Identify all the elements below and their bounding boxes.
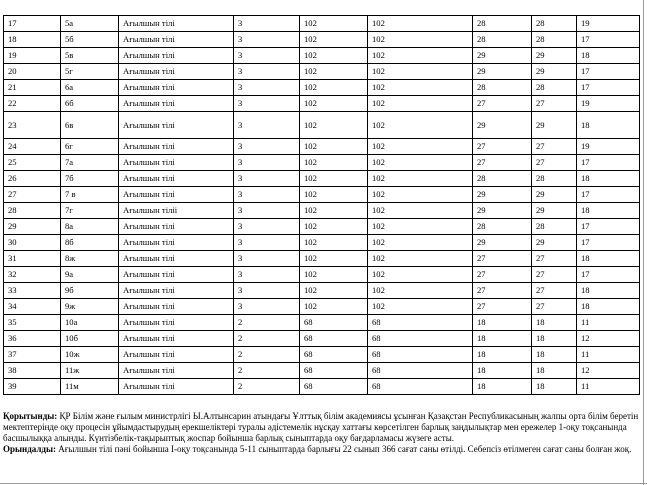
weekly-hours-cell: 3 (234, 32, 300, 48)
column-9-cell: 17 (577, 80, 640, 96)
column-9-cell: 17 (577, 155, 640, 171)
planned-hours-cell: 102 (300, 203, 368, 219)
column-7-cell: 28 (473, 16, 532, 32)
column-8-cell: 18 (532, 379, 577, 395)
weekly-hours-cell: 2 (234, 315, 300, 331)
subject-cell: Ағылшын тілі (119, 267, 234, 283)
column-7-cell: 27 (473, 283, 532, 299)
column-9-cell: 17 (577, 267, 640, 283)
subject-cell: Ағылшын тілі (119, 379, 234, 395)
class-cell: 5б (61, 32, 119, 48)
table-row (4, 80, 640, 96)
table-row (4, 379, 640, 395)
column-8-cell: 27 (532, 96, 577, 112)
column-7-cell: 18 (473, 315, 532, 331)
class-cell: 7б (61, 171, 119, 187)
column-9-cell: 18 (577, 251, 640, 267)
column-8-cell: 27 (532, 283, 577, 299)
planned-hours-cell: 102 (300, 283, 368, 299)
class-cell: 5г (61, 64, 119, 80)
planned-hours-cell: 102 (300, 251, 368, 267)
column-8-cell: 29 (532, 235, 577, 251)
planned-hours-cell: 102 (300, 96, 368, 112)
subject-cell: Ағылшын тілі (119, 315, 234, 331)
row-number-cell: 39 (4, 379, 61, 395)
actual-hours-cell: 102 (368, 112, 473, 139)
row-number-cell: 18 (4, 32, 61, 48)
subject-cell: Ағылшын тілі (119, 32, 234, 48)
column-8-cell: 18 (532, 363, 577, 379)
column-8-cell: 29 (532, 64, 577, 80)
column-8-cell: 28 (532, 16, 577, 32)
row-number-cell: 29 (4, 219, 61, 235)
actual-hours-cell: 68 (368, 379, 473, 395)
subject-cell: Ағылшын тілі (119, 299, 234, 315)
row-number-cell: 25 (4, 155, 61, 171)
column-9-cell: 19 (577, 16, 640, 32)
class-cell: 9ж (61, 299, 119, 315)
column-8-cell: 18 (532, 315, 577, 331)
conclusion-paragraph (3, 411, 643, 444)
subject-cell: Ағылшын тілі (119, 363, 234, 379)
weekly-hours-cell: 3 (234, 80, 300, 96)
table-row (4, 283, 640, 299)
weekly-hours-cell: 3 (234, 187, 300, 203)
class-cell: 9б (61, 283, 119, 299)
column-9-cell: 17 (577, 235, 640, 251)
table-row (4, 267, 640, 283)
subject-cell: Ағылшын тілі (119, 139, 234, 155)
column-7-cell: 29 (473, 187, 532, 203)
class-cell: 6б (61, 96, 119, 112)
subject-cell: Ағылшын тілі (119, 187, 234, 203)
subject-cell: Ағылшын тілі (119, 48, 234, 64)
column-9-cell: 11 (577, 315, 640, 331)
row-number-cell: 22 (4, 96, 61, 112)
actual-hours-cell: 68 (368, 347, 473, 363)
actual-hours-cell: 68 (368, 315, 473, 331)
row-number-cell: 37 (4, 347, 61, 363)
row-number-cell: 24 (4, 139, 61, 155)
weekly-hours-cell: 3 (234, 267, 300, 283)
column-7-cell: 29 (473, 235, 532, 251)
row-number-cell: 30 (4, 235, 61, 251)
actual-hours-cell: 68 (368, 363, 473, 379)
subject-cell: Ағылшын тілі (119, 155, 234, 171)
table-row (4, 64, 640, 80)
column-8-cell: 27 (532, 299, 577, 315)
column-9-cell: 18 (577, 283, 640, 299)
weekly-hours-cell: 3 (234, 283, 300, 299)
subject-cell: Ағылшын тілii (119, 203, 234, 219)
column-8-cell: 29 (532, 187, 577, 203)
row-number-cell: 33 (4, 283, 61, 299)
class-cell: 6г (61, 139, 119, 155)
column-9-cell: 12 (577, 331, 640, 347)
column-8-cell: 28 (532, 219, 577, 235)
hours-report-table (3, 15, 640, 395)
page-border-bottom (0, 483, 647, 484)
weekly-hours-cell: 2 (234, 347, 300, 363)
column-8-cell: 27 (532, 267, 577, 283)
table-row (4, 203, 640, 219)
column-8-cell: 28 (532, 80, 577, 96)
table-row (4, 155, 640, 171)
actual-hours-cell: 102 (368, 96, 473, 112)
weekly-hours-cell: 2 (234, 379, 300, 395)
planned-hours-cell: 68 (300, 315, 368, 331)
planned-hours-cell: 68 (300, 363, 368, 379)
column-7-cell: 28 (473, 219, 532, 235)
actual-hours-cell: 102 (368, 187, 473, 203)
row-number-cell: 32 (4, 267, 61, 283)
row-number-cell: 35 (4, 315, 61, 331)
table-row (4, 299, 640, 315)
table-body (4, 16, 640, 395)
class-cell: 6а (61, 80, 119, 96)
planned-hours-cell: 102 (300, 235, 368, 251)
planned-hours-cell: 102 (300, 267, 368, 283)
planned-hours-cell: 102 (300, 139, 368, 155)
column-9-cell: 11 (577, 347, 640, 363)
actual-hours-cell: 102 (368, 235, 473, 251)
actual-hours-cell: 102 (368, 203, 473, 219)
actual-hours-cell: 102 (368, 48, 473, 64)
class-cell: 10ж (61, 347, 119, 363)
actual-hours-cell: 102 (368, 219, 473, 235)
planned-hours-cell: 102 (300, 299, 368, 315)
row-number-cell: 38 (4, 363, 61, 379)
table-row (4, 347, 640, 363)
column-7-cell: 18 (473, 363, 532, 379)
table-row (4, 139, 640, 155)
subject-cell: Ағылшын тілі (119, 347, 234, 363)
table-row (4, 187, 640, 203)
row-number-cell: 20 (4, 64, 61, 80)
actual-hours-cell: 102 (368, 32, 473, 48)
planned-hours-cell: 102 (300, 80, 368, 96)
weekly-hours-cell: 3 (234, 299, 300, 315)
planned-hours-cell: 102 (300, 112, 368, 139)
subject-cell: Ағылшын тілі (119, 235, 234, 251)
column-8-cell: 27 (532, 251, 577, 267)
table-row (4, 16, 640, 32)
table-row (4, 251, 640, 267)
planned-hours-cell: 102 (300, 48, 368, 64)
column-9-cell: 17 (577, 187, 640, 203)
class-cell: 8б (61, 235, 119, 251)
column-9-cell: 17 (577, 32, 640, 48)
weekly-hours-cell: 3 (234, 16, 300, 32)
class-cell: 5в (61, 48, 119, 64)
subject-cell: Ағылшын тілі (119, 171, 234, 187)
conclusion-text: ҚР Білім және ғылым министрлігі Ы.Алтынсарин атындағы Ұлттық білім академиясы ұсынған Қазақстан Республикасының жалпы орта білім беретін мектептерінде оқу процесін ұйымдастырудың ерекшеліктері туралы әдістемелік нұсқау хаттағы көрсетілген барлық заңдылықтар мен ережелер 1-оқу тоқсанында басшылыққа алынды. Күнтізбелік-тақырыптық жоспар бойынша барлық сыныптарда оқу бағдарламасы жүзеге асты. (3, 411, 639, 443)
actual-hours-cell: 68 (368, 331, 473, 347)
row-number-cell: 19 (4, 48, 61, 64)
column-7-cell: 27 (473, 267, 532, 283)
column-9-cell: 18 (577, 112, 640, 139)
planned-hours-cell: 102 (300, 64, 368, 80)
weekly-hours-cell: 2 (234, 363, 300, 379)
table-row (4, 219, 640, 235)
actual-hours-cell: 102 (368, 80, 473, 96)
column-7-cell: 27 (473, 299, 532, 315)
actual-hours-cell: 102 (368, 267, 473, 283)
weekly-hours-cell: 3 (234, 96, 300, 112)
planned-hours-cell: 102 (300, 32, 368, 48)
actual-hours-cell: 102 (368, 16, 473, 32)
completion-paragraph (3, 444, 643, 455)
row-number-cell: 34 (4, 299, 61, 315)
row-number-cell: 17 (4, 16, 61, 32)
subject-cell: Ағылшын тілі (119, 251, 234, 267)
weekly-hours-cell: 3 (234, 155, 300, 171)
planned-hours-cell: 102 (300, 155, 368, 171)
weekly-hours-cell: 3 (234, 219, 300, 235)
column-7-cell: 18 (473, 379, 532, 395)
subject-cell: Ағылшын тілі (119, 283, 234, 299)
class-cell: 7г (61, 203, 119, 219)
column-7-cell: 27 (473, 155, 532, 171)
column-9-cell: 17 (577, 64, 640, 80)
column-7-cell: 28 (473, 171, 532, 187)
planned-hours-cell: 102 (300, 171, 368, 187)
report-footer (3, 411, 643, 455)
weekly-hours-cell: 3 (234, 203, 300, 219)
column-8-cell: 18 (532, 347, 577, 363)
subject-cell: Ағылшын тілі (119, 112, 234, 139)
actual-hours-cell: 102 (368, 283, 473, 299)
subject-cell: Ағылшын тілі (119, 331, 234, 347)
actual-hours-cell: 102 (368, 171, 473, 187)
subject-cell: Ағылшын тілі (119, 16, 234, 32)
row-number-cell: 36 (4, 331, 61, 347)
column-8-cell: 29 (532, 203, 577, 219)
row-number-cell: 23 (4, 112, 61, 139)
column-9-cell: 18 (577, 203, 640, 219)
completion-text: Ағылшын тілі пәні бойынша І-оқу тоқсанында 5-11 сыныптарда барлығы 22 сынып 366 сағат саны өтілді. Себепсіз өтілмеген сағат саны болған жоқ. (58, 444, 632, 454)
column-8-cell: 28 (532, 32, 577, 48)
column-7-cell: 28 (473, 32, 532, 48)
weekly-hours-cell: 3 (234, 139, 300, 155)
column-9-cell: 12 (577, 363, 640, 379)
column-8-cell: 27 (532, 155, 577, 171)
column-7-cell: 29 (473, 203, 532, 219)
table-row (4, 363, 640, 379)
table-row (4, 331, 640, 347)
class-cell: 8ж (61, 251, 119, 267)
class-cell: 11м (61, 379, 119, 395)
subject-cell: Ағылшын тілі (119, 64, 234, 80)
column-9-cell: 19 (577, 96, 640, 112)
class-cell: 11ж (61, 363, 119, 379)
class-cell: 7 в (61, 187, 119, 203)
table-row (4, 112, 640, 139)
column-7-cell: 27 (473, 251, 532, 267)
subject-cell: Ағылшын тілі (119, 80, 234, 96)
completion-label: Орындалды: (3, 444, 56, 454)
actual-hours-cell: 102 (368, 64, 473, 80)
planned-hours-cell: 68 (300, 379, 368, 395)
column-8-cell: 18 (532, 331, 577, 347)
actual-hours-cell: 102 (368, 155, 473, 171)
planned-hours-cell: 102 (300, 187, 368, 203)
column-7-cell: 18 (473, 347, 532, 363)
column-9-cell: 18 (577, 171, 640, 187)
class-cell: 10б (61, 331, 119, 347)
column-7-cell: 18 (473, 331, 532, 347)
table-row (4, 171, 640, 187)
column-8-cell: 27 (532, 139, 577, 155)
class-cell: 7а (61, 155, 119, 171)
subject-cell: Ағылшын тілі (119, 96, 234, 112)
class-cell: 9а (61, 267, 119, 283)
column-7-cell: 27 (473, 139, 532, 155)
column-9-cell: 18 (577, 48, 640, 64)
column-8-cell: 29 (532, 112, 577, 139)
row-number-cell: 26 (4, 171, 61, 187)
weekly-hours-cell: 2 (234, 331, 300, 347)
table-row (4, 48, 640, 64)
weekly-hours-cell: 3 (234, 112, 300, 139)
weekly-hours-cell: 3 (234, 48, 300, 64)
class-cell: 5а (61, 16, 119, 32)
column-8-cell: 28 (532, 171, 577, 187)
row-number-cell: 21 (4, 80, 61, 96)
planned-hours-cell: 68 (300, 331, 368, 347)
column-7-cell: 28 (473, 80, 532, 96)
planned-hours-cell: 68 (300, 347, 368, 363)
column-9-cell: 18 (577, 299, 640, 315)
planned-hours-cell: 102 (300, 219, 368, 235)
subject-cell: Ағылшын тілі (119, 219, 234, 235)
table-row (4, 315, 640, 331)
weekly-hours-cell: 3 (234, 171, 300, 187)
column-7-cell: 29 (473, 48, 532, 64)
column-8-cell: 29 (532, 48, 577, 64)
class-cell: 8а (61, 219, 119, 235)
column-9-cell: 19 (577, 139, 640, 155)
weekly-hours-cell: 3 (234, 235, 300, 251)
class-cell: 10а (61, 315, 119, 331)
row-number-cell: 31 (4, 251, 61, 267)
page-border-right (643, 0, 644, 485)
table-row (4, 235, 640, 251)
actual-hours-cell: 102 (368, 251, 473, 267)
conclusion-label: Қорытынды: (3, 411, 58, 421)
actual-hours-cell: 102 (368, 299, 473, 315)
weekly-hours-cell: 3 (234, 251, 300, 267)
column-9-cell: 17 (577, 219, 640, 235)
table-row (4, 96, 640, 112)
column-7-cell: 29 (473, 64, 532, 80)
table-row (4, 32, 640, 48)
column-7-cell: 29 (473, 112, 532, 139)
class-cell: 6в (61, 112, 119, 139)
row-number-cell: 27 (4, 187, 61, 203)
row-number-cell: 28 (4, 203, 61, 219)
column-9-cell: 11 (577, 379, 640, 395)
planned-hours-cell: 102 (300, 16, 368, 32)
weekly-hours-cell: 3 (234, 64, 300, 80)
actual-hours-cell: 102 (368, 139, 473, 155)
column-7-cell: 27 (473, 96, 532, 112)
